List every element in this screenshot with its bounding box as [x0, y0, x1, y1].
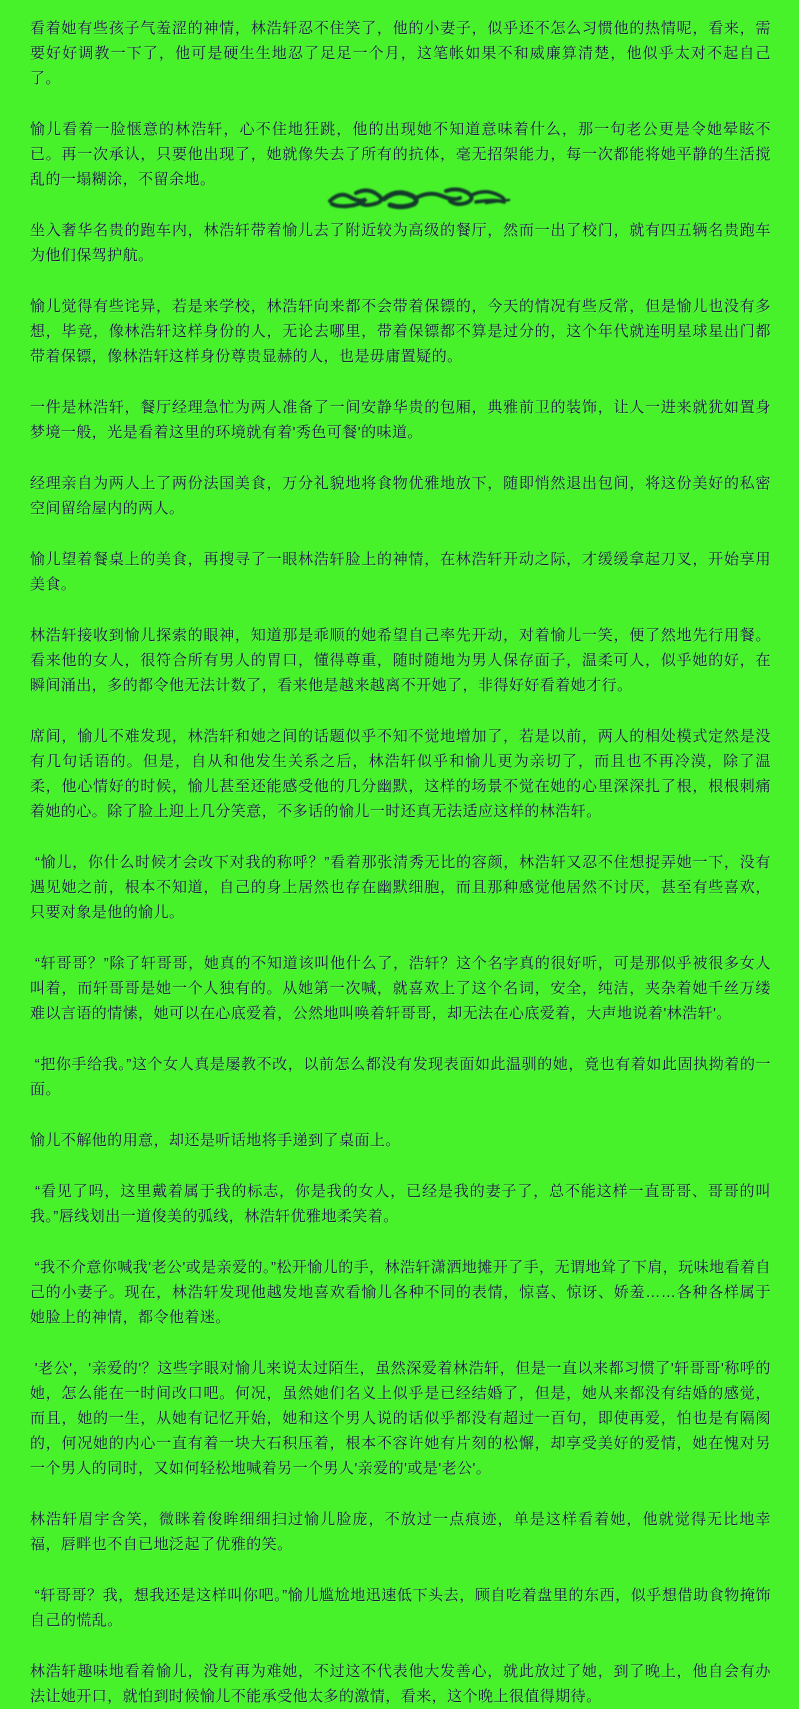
novel-paragraph: 林浩轩眉宇含笑，微眯着俊眸细细扫过愉儿脸庞，不放过一点痕迹，单是这样看着她，他就觉得无比地幸福，唇畔也不自已地泛起了优雅的笑。: [30, 1511, 771, 1553]
novel-paragraph: 坐入奢华名贵的跑车内，林浩轩带着愉儿去了附近较为高级的餐厅，然而一出了校门，就有四五辆名贵跑车为他们保驾护航。: [30, 222, 771, 264]
novel-paragraph: 席间，愉儿不难发现，林浩轩和她之间的话题似乎不知不觉地增加了，若是以前，两人的相处模式定然是没有几句话语的。但是，自从和他发生关系之后，林浩轩似乎和愉儿更为亲切了，而且也不再冷漠，除了温柔，他心情好的时候，愉儿甚至还能感受他的几分幽默，这样的场景不觉在她的心里深深扎了根，根根刺痛着她的心。除了脸上迎上几分笑意，不多话的愉儿一时还真无法适应这样的林浩轩。: [30, 728, 771, 820]
novel-paragraph: 愉儿望着餐桌上的美食，再搜寻了一眼林浩轩脸上的神情，在林浩轩开动之际，才缓缓拿起刀叉，开始享用美食。: [30, 551, 771, 593]
novel-paragraph: “轩哥哥？我，想我还是这样叫你吧。”愉儿尴尬地迅速低下头去，顾自吃着盘里的东西，似乎想借助食物掩饰自己的慌乱。: [30, 1587, 771, 1629]
novel-paragraph: “轩哥哥？”除了轩哥哥，她真的不知道该叫他什么了，浩轩？这个名字真的很好听，可是那似乎被很多女人叫着，而轩哥哥是她一个人独有的。从她第一次喊，就喜欢上了这个名词，安全，纯洁，夹杂着她千丝万缕难以言语的情愫，她可以在心底爱着，公然地叫唤着轩哥哥，却无法在心底爱着，大声地说着'林浩轩'。: [30, 955, 771, 1022]
novel-paragraph: 愉儿觉得有些诧异，若是来学校，林浩轩向来都不会带着保镖的，今天的情况有些反常，但是愉儿也没有多想，毕竟，像林浩轩这样身份的人，无论去哪里，带着保镖都不算是过分的，这个年代就连明星球星出门都带着保镖，像林浩轩这样身份尊贵显赫的人，也是毋庸置疑的。: [30, 298, 771, 365]
novel-paragraph: “把你手给我。”这个女人真是屡教不改，以前怎么都没有发现表面如此温驯的她，竟也有着如此固执拗着的一面。: [30, 1056, 771, 1098]
novel-paragraph: 一件是林浩轩，餐厅经理急忙为两人准备了一间安静华贵的包厢，典雅前卫的装饰，让人一进来就犹如置身梦境一般，光是看着这里的环境就有着'秀色可餐'的味道。: [30, 399, 771, 441]
novel-paragraph: “我不介意你喊我'老公'或是亲爱的。”松开愉儿的手，林浩轩潇洒地摊开了手，无谓地耸了下肩，玩味地看着自己的小妻子。现在，林浩轩发现他越发地喜欢看愉儿各种不同的表情，惊喜、惊讶、娇羞……各种各样属于她脸上的神情，都令他着迷。: [30, 1259, 771, 1326]
novel-paragraph: 看着她有些孩子气羞涩的神情，林浩轩忍不住笑了，他的小妻子，似乎还不怎么习惯他的热情呢，看来，需要好好调教一下了，他可是硬生生地忍了足足一个月，这笔帐如果不和威廉算清楚，他似乎太对不起自己了。: [30, 20, 771, 87]
novel-paragraph: 林浩轩接收到愉儿探索的眼神，知道那是乖顺的她希望自己率先开动，对着愉儿一笑，便了然地先行用餐。看来他的女人，很符合所有男人的胃口，懂得尊重，随时随地为男人保存面子，温柔可人，似乎她的好，在瞬间涌出，多的都令他无法计数了，看来他是越来越离不开她了，非得好好看着她才行。: [30, 627, 771, 694]
novel-paragraph: 愉儿看着一脸惬意的林浩轩，心不住地狂跳，他的出现她不知道意味着什么，那一句老公更是令她晕眩不已。再一次承认，只要他出现了，她就像失去了所有的抗体，毫无招架能力，每一次都能将她平静的生活搅乱的一塌糊涂，不留余地。: [30, 121, 771, 188]
novel-paragraph: “愉儿，你什么时候才会改下对我的称呼？”看着那张清秀无比的容颜，林浩轩又忍不住想捉弄她一下，没有遇见她之前，根本不知道，自己的身上居然也存在幽默细胞，而且那种感觉他居然不讨厌，甚至有些喜欢，只要对象是他的愉儿。: [30, 854, 771, 921]
novel-paragraph: '老公'，'亲爱的'？这些字眼对愉儿来说太过陌生，虽然深爱着林浩轩，但是一直以来都习惯了'轩哥哥'称呼的她，怎么能在一时间改口吧。何况，虽然她们名义上似乎是已经结婚了，但是，她从来都没有结婚的感觉，而且，她的一生，从她有记忆开始，她和这个男人说的话似乎都没有超过一百句，即使再爱，怕也是有隔阂的，何况她的内心一直有着一块大石积压着，根本不容许她有片刻的松懈，却享受美好的爱情，她在愧对另一个男人的同时，又如何轻松地喊着另一个男人'亲爱的'或是'老公'。: [30, 1360, 771, 1477]
novel-paragraph: 经理亲自为两人上了两份法国美食，万分礼貌地将食物优雅地放下，随即悄然退出包间，将这份美好的私密空间留给屋内的两人。: [30, 475, 771, 517]
novel-paragraph: 愉儿不解他的用意，却还是听话地将手递到了桌面上。: [30, 1132, 401, 1149]
novel-paragraph: “看见了吗，这里戴着属于我的标志，你是我的女人，已经是我的妻子了，总不能这样一直哥哥、哥哥的叫我。”唇线划出一道俊美的弧线，林浩轩优雅地柔笑着。: [30, 1183, 772, 1225]
novel-paragraph: 林浩轩趣味地看着愉儿，没有再为难她，不过这不代表他大发善心，就此放过了她，到了晚上，他自会有办法让她开口，就怕到时候愉儿不能承受他太多的激情，看来，这个晚上很值得期待。: [30, 1663, 771, 1705]
